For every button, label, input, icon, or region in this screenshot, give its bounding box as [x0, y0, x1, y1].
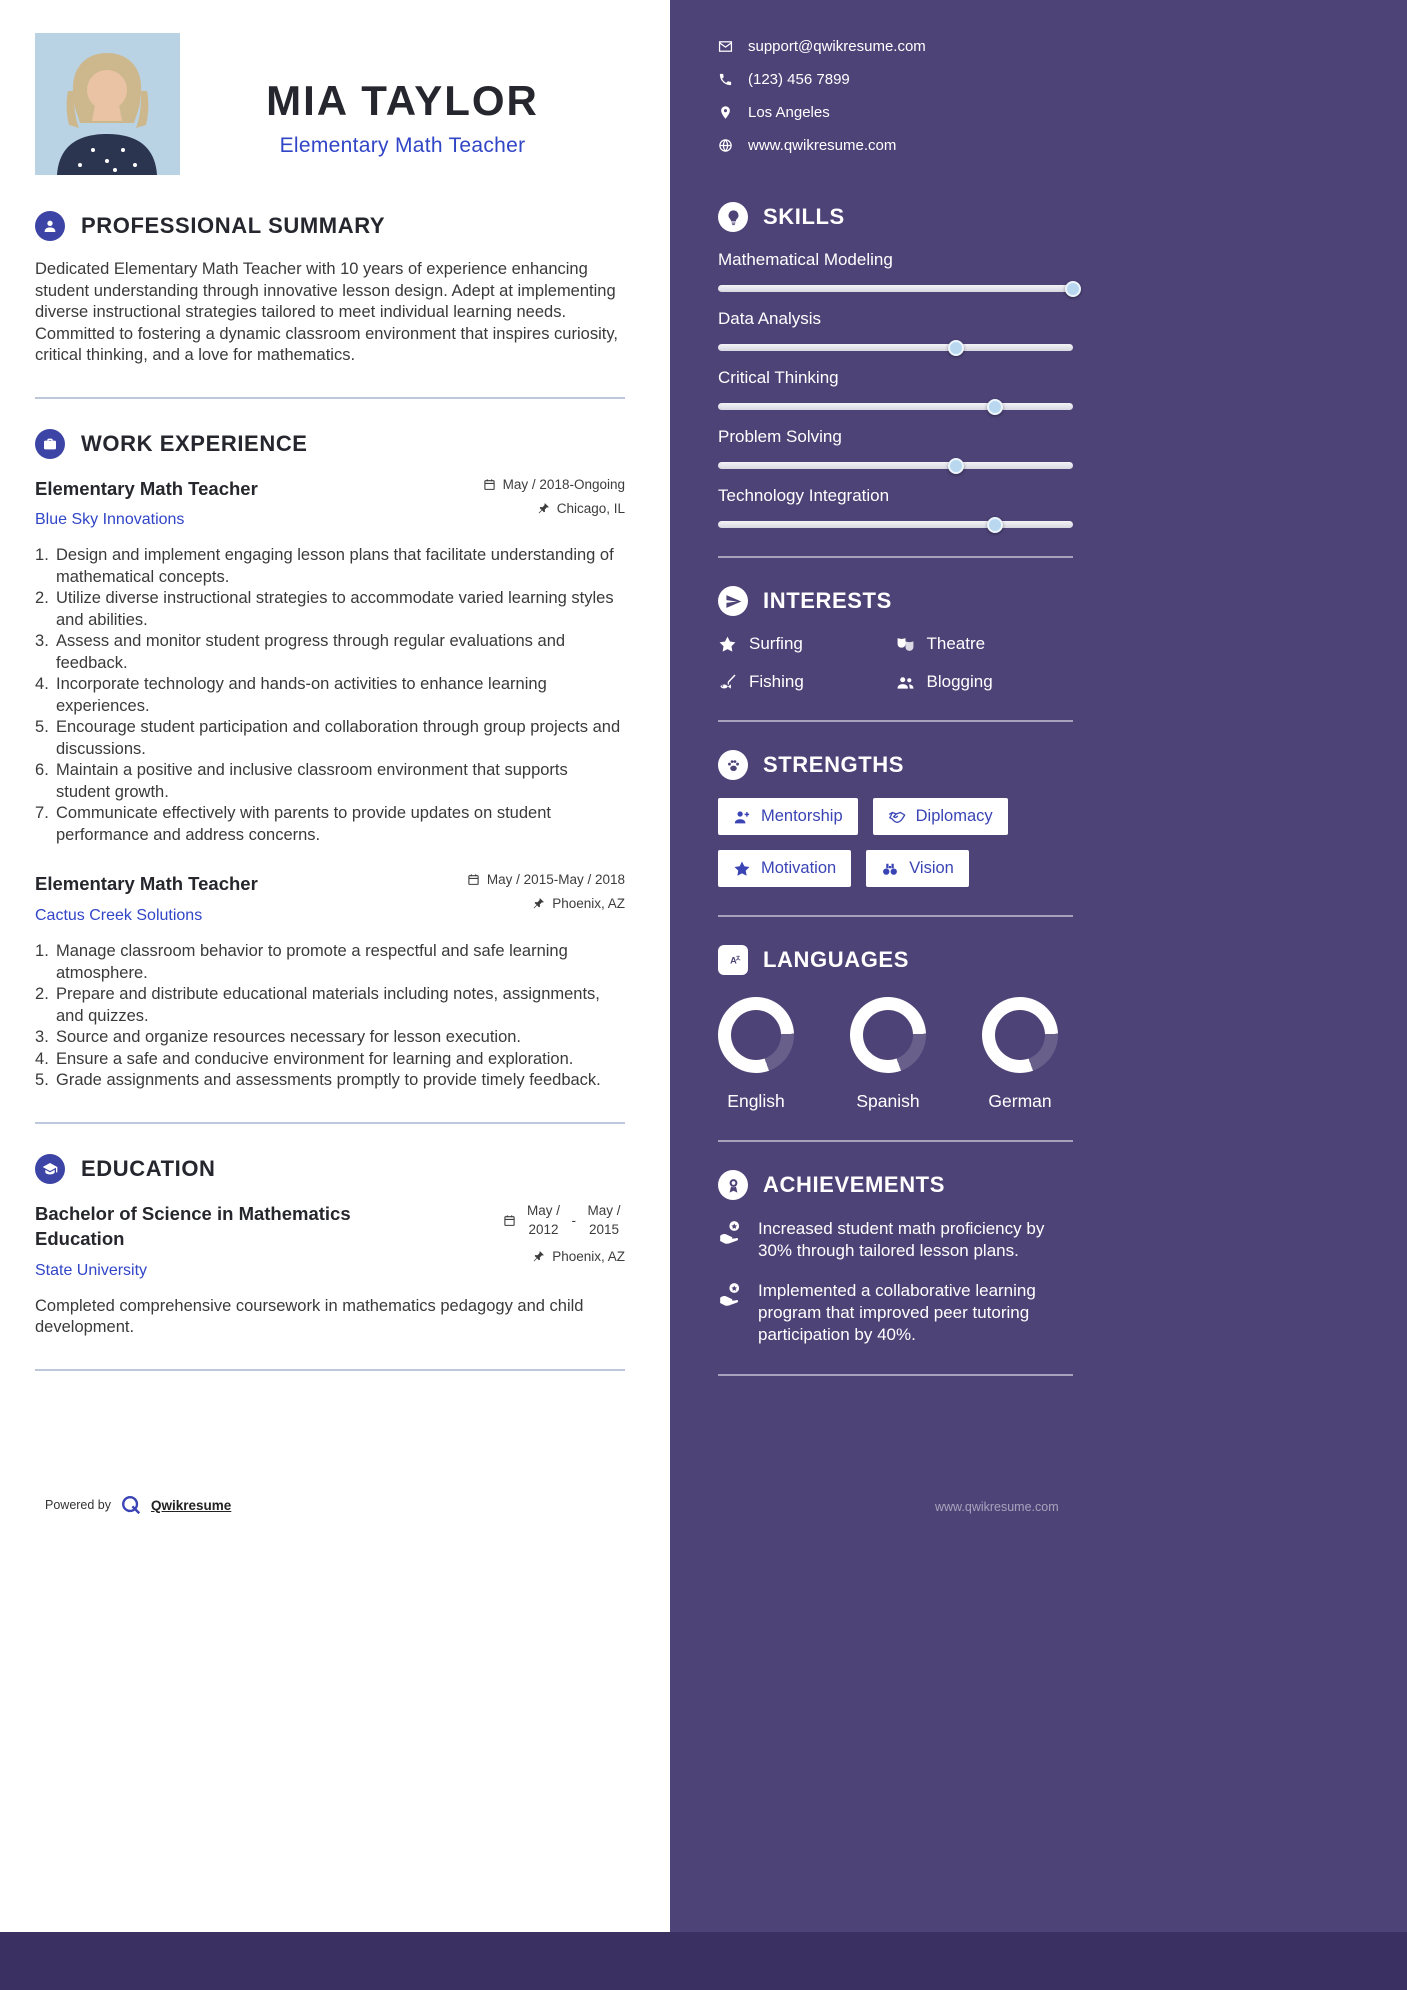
skills-heading-row [718, 202, 1073, 232]
contact-phone[interactable] [718, 71, 1073, 88]
person-plus-icon [733, 808, 751, 826]
qwikresume-logo-icon [120, 1494, 142, 1516]
skill-label: Problem Solving [718, 427, 842, 446]
contact-phone-text: (123) 456 7899 [748, 71, 850, 88]
education-head [35, 1202, 625, 1280]
strength-label: Motivation [761, 859, 837, 877]
interest-item [718, 672, 896, 692]
strength-chip-diplomacy[interactable] [873, 798, 1008, 835]
skill-label: Mathematical Modeling [718, 250, 893, 269]
work-section [35, 429, 625, 1092]
job-location [483, 501, 625, 516]
education-date-start: May / 2012 [526, 1202, 560, 1237]
education-date-separator: - [571, 1213, 576, 1229]
interest-label: Theatre [926, 634, 986, 653]
job-dates-text: May / 2018-Ongoing [502, 476, 625, 492]
divider [718, 1140, 1073, 1142]
summary-heading: PROFESSIONAL SUMMARY [81, 213, 386, 238]
interests-heading-row [718, 586, 1073, 616]
skill-item [718, 309, 1073, 351]
job-dates [483, 477, 625, 492]
education-section [35, 1154, 625, 1339]
sidebar-footer-link[interactable]: www.qwikresume.com [935, 1500, 1059, 1514]
job-dates-text: May / 2015-May / 2018 [486, 872, 625, 888]
divider [35, 1122, 625, 1124]
job-bullet: Manage classroom behavior to promote a respectful and safe learning atmosphere. [56, 942, 568, 982]
education-head-right [503, 1202, 626, 1280]
education-date-end: May / 2015 [587, 1202, 621, 1237]
handshake-icon [888, 808, 906, 826]
job-title: Elementary Math Teacher [35, 477, 258, 499]
contact-block [718, 38, 1073, 154]
strength-label: Diplomacy [915, 807, 993, 825]
job-bullet: Maintain a positive and inclusive classroom environment that supports student growth. [56, 761, 568, 801]
candidate-name: MIA TAYLOR [266, 76, 539, 124]
calendar-icon [483, 478, 496, 491]
skill-slider-track [718, 403, 1073, 410]
skill-item [718, 250, 1073, 292]
skill-slider-track [718, 521, 1073, 528]
interest-item [896, 634, 1074, 654]
achievement-text: Implemented a collaborative learning program that improved peer tutoring participation by 40%. [758, 1281, 1036, 1344]
svg-text:A: A [729, 955, 737, 966]
contact-location-text: Los Angeles [748, 104, 830, 121]
language-label: Spanish [856, 1091, 920, 1111]
job-bullets [35, 941, 625, 1092]
candidate-title: Elementary Math Teacher [279, 133, 526, 157]
header [35, 33, 625, 175]
skills-heading: SKILLS [763, 204, 845, 229]
job-head-right [467, 872, 625, 925]
skill-slider-track [718, 344, 1073, 351]
phone-icon [718, 72, 733, 87]
skill-slider-handle[interactable] [948, 340, 964, 356]
education-head-left [35, 1202, 415, 1280]
job-head-left [35, 872, 258, 925]
education-location [503, 1249, 626, 1264]
job-bullet: Prepare and distribute educational materials including notes, assignments, and quizzes. [56, 985, 600, 1025]
languages-heading-row [718, 945, 1073, 975]
education-heading-row [35, 1154, 625, 1184]
hand-medal-icon [718, 1281, 744, 1307]
profile-photo [35, 33, 180, 175]
education-location-text: Phoenix, AZ [552, 1248, 625, 1264]
envelope-icon [718, 39, 733, 54]
language-donut-chart [718, 997, 794, 1073]
sidebar-content [718, 38, 1073, 1376]
strengths-chips [718, 798, 1080, 887]
divider [718, 915, 1073, 917]
skill-slider-track [718, 462, 1073, 469]
qwikresume-brand-link[interactable]: Qwikresume [151, 1497, 232, 1513]
paw-icon [718, 750, 748, 780]
header-text [180, 33, 625, 175]
pushpin-icon [532, 1250, 545, 1263]
job-head-right [483, 477, 625, 530]
sidebar [670, 0, 1407, 1990]
skill-item [718, 486, 1073, 528]
job-bullet: Grade assignments and assessments promptly to provide timely feedback. [56, 1071, 601, 1090]
job-bullet: Encourage student participation and collaboration through group projects and discussions. [56, 718, 621, 758]
language-donut-chart [982, 997, 1058, 1073]
skill-label: Critical Thinking [718, 368, 839, 387]
main-column [0, 0, 670, 1990]
powered-by [45, 1494, 231, 1516]
divider [35, 1369, 625, 1371]
contact-email[interactable] [718, 38, 1073, 55]
summary-section [35, 211, 625, 367]
job-bullet: Assess and monitor student progress through regular evaluations and feedback. [56, 632, 566, 672]
job-bullet: Communicate effectively with parents to provide updates on student performance and address concerns. [56, 804, 551, 844]
theater-masks-icon [896, 635, 915, 654]
achievements-heading-row [718, 1170, 1073, 1200]
graduation-cap-icon [35, 1154, 65, 1184]
strengths-heading-row [718, 750, 1073, 780]
hand-medal-icon [718, 1219, 744, 1245]
interest-label: Surfing [749, 634, 803, 653]
interest-label: Blogging [926, 672, 993, 691]
divider [718, 1374, 1073, 1376]
company-link[interactable]: Blue Sky Innovations [35, 511, 185, 529]
language-label: German [988, 1091, 1052, 1111]
profile-photo-image [35, 33, 180, 175]
skill-slider-handle[interactable] [987, 517, 1003, 533]
interest-item [718, 634, 896, 654]
paper-plane-icon [718, 586, 748, 616]
contact-website[interactable] [718, 137, 1073, 154]
job-location [467, 896, 625, 911]
job-bullets [35, 545, 625, 846]
summary-heading-row [35, 211, 625, 241]
education-dates [503, 1202, 626, 1240]
strengths-heading: STRENGTHS [763, 752, 905, 777]
bottom-bar [0, 1932, 1407, 1990]
strength-label: Mentorship [761, 807, 843, 825]
strength-chip-vision[interactable] [866, 850, 969, 887]
language-item [982, 997, 1058, 1112]
briefcase-icon [35, 429, 65, 459]
job-bullet: Source and organize resources necessary for lesson execution. [56, 1028, 522, 1047]
star-icon [718, 635, 737, 654]
interests-grid [718, 634, 1073, 692]
powered-by-label: Powered by [45, 1498, 112, 1512]
strength-chip-motivation[interactable] [718, 850, 851, 887]
languages-row [718, 997, 1058, 1112]
divider [718, 556, 1073, 558]
achievement-item [718, 1280, 1073, 1346]
job-bullet: Utilize diverse instructional strategies to accommodate varied learning styles and abilities. [56, 589, 614, 629]
job-title: Elementary Math Teacher [35, 873, 258, 895]
bulb-icon [718, 202, 748, 232]
languages-heading: LANGUAGES [763, 947, 909, 972]
contact-website-text: www.qwikresume.com [748, 137, 897, 154]
fishing-icon [718, 673, 737, 692]
school-link[interactable]: State University [35, 1261, 148, 1279]
job-location-text: Chicago, IL [556, 500, 625, 516]
calendar-icon [503, 1214, 516, 1227]
medal-icon [718, 1170, 748, 1200]
pushpin-icon [537, 502, 550, 515]
job-bullet: Incorporate technology and hands-on activities to enhance learning experiences. [56, 675, 547, 715]
job-head [35, 872, 625, 925]
education-description: Completed comprehensive coursework in mathematics pedagogy and child development. [35, 1296, 584, 1337]
language-item [718, 997, 794, 1112]
skill-label: Technology Integration [718, 486, 890, 505]
job-head [35, 477, 625, 530]
users-icon [896, 673, 915, 692]
company-link[interactable]: Cactus Creek Solutions [35, 907, 203, 925]
job-head-left [35, 477, 258, 530]
skill-slider-handle[interactable] [948, 458, 964, 474]
job-entry [35, 872, 625, 1091]
skill-item [718, 368, 1073, 410]
contact-location [718, 104, 1073, 121]
person-icon [35, 211, 65, 241]
translate-icon [718, 945, 748, 975]
pushpin-icon [532, 897, 545, 910]
job-bullet: Ensure a safe and conducive environment for learning and exploration. [56, 1049, 574, 1068]
star-icon [733, 860, 751, 878]
language-item [850, 997, 926, 1112]
binoculars-icon [881, 860, 899, 878]
skill-slider-handle[interactable] [987, 399, 1003, 415]
achievement-text: Increased student math proficiency by 30% through tailored lesson plans. [758, 1219, 1045, 1260]
job-bullet: Design and implement engaging lesson plans that facilitate understanding of mathematical concepts. [56, 546, 614, 586]
language-donut-chart [850, 997, 926, 1073]
summary-text: Dedicated Elementary Math Teacher with 10 years of experience enhancing student understanding through innovative lesson design. Adept at implementing diverse instructional strategies tailored to meet individual learning needs. Committed to fostering a dynamic classroom environment that inspires curiosity, critical thinking, and a love for mathematics. [35, 260, 618, 364]
divider [718, 720, 1073, 722]
job-entry [35, 477, 625, 847]
work-heading-row [35, 429, 625, 459]
location-pin-icon [718, 105, 733, 120]
interest-item [896, 672, 1074, 692]
skill-slider-track [718, 285, 1073, 292]
work-heading: WORK EXPERIENCE [81, 430, 308, 456]
globe-icon [718, 138, 733, 153]
achievements-heading: ACHIEVEMENTS [763, 1172, 945, 1197]
skill-item [718, 427, 1073, 469]
divider [35, 397, 625, 399]
strength-chip-mentorship[interactable] [718, 798, 858, 835]
education-heading: EDUCATION [81, 1155, 216, 1181]
calendar-icon [467, 873, 480, 886]
job-dates [467, 872, 625, 887]
skill-label: Data Analysis [718, 309, 821, 328]
achievement-item [718, 1218, 1073, 1262]
contact-email-text: support@qwikresume.com [748, 38, 926, 55]
interests-heading: INTERESTS [763, 588, 892, 613]
language-label: English [727, 1091, 785, 1111]
interest-label: Fishing [749, 672, 804, 691]
skill-slider-handle[interactable] [1065, 281, 1081, 297]
strength-label: Vision [909, 859, 954, 877]
job-location-text: Phoenix, AZ [552, 896, 625, 912]
degree-title: Bachelor of Science in Mathematics Education [35, 1202, 351, 1249]
